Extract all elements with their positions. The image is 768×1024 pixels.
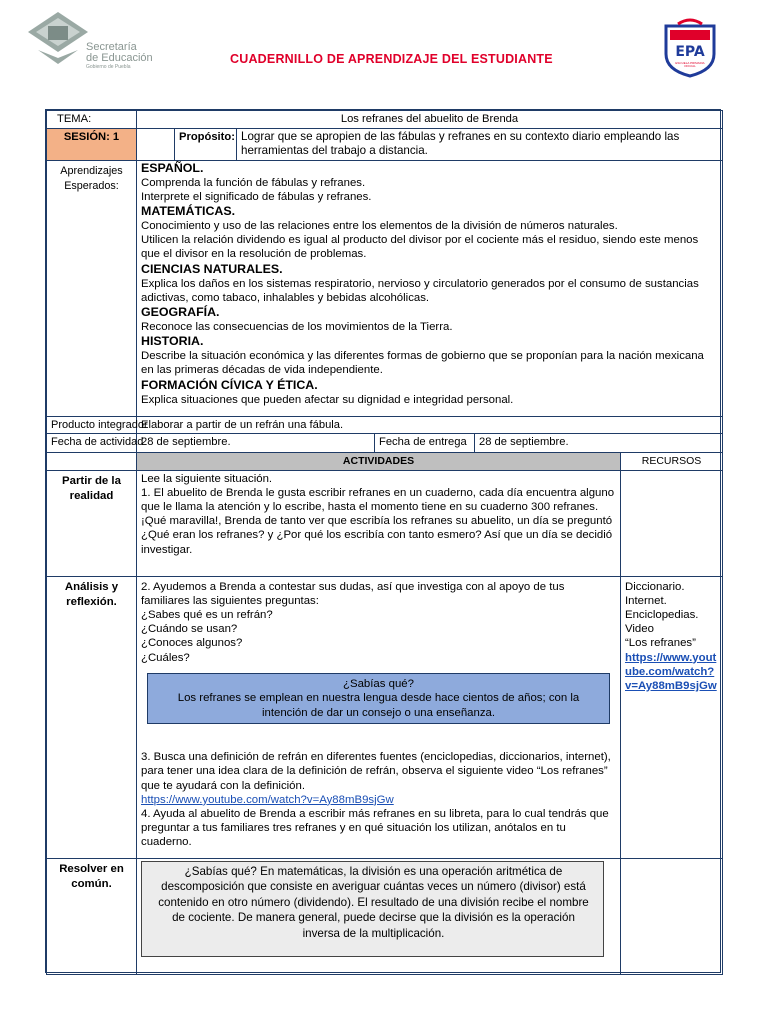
page-header (0, 0, 768, 100)
school-shield-logo (660, 18, 720, 78)
tema-row (47, 111, 723, 129)
resolver-label: Resolver en común. (47, 858, 137, 974)
lesson-table (46, 110, 723, 975)
actividades-header: ACTIVIDADES (137, 453, 621, 471)
step3-text: 3. Busca una definición de refrán en diferentes fuentes (enciclopedias, diccionarios, internet), para tener una idea clara de la definición de refrán, observa el siguiente video “Los refranes” que te ayudará con la definición. (141, 751, 611, 792)
analisis-line: 2. Ayudemos a Brenda a contestar sus dudas, así que investiga con al apoyo de tus familiares las siguientes preguntas: (141, 580, 565, 607)
fechas-row (47, 434, 723, 453)
producto-label: Producto integrador (47, 416, 137, 434)
aprendizajes-label-line2: Esperados: (64, 179, 119, 192)
aprendizaje-line: Describe la situación económica y las diferentes formas de gobierno que se proponían para la nación mexicana en las primeras décadas de vida independiente. (141, 350, 704, 377)
lesson-sheet (45, 109, 721, 973)
fecha-entrega-label: Fecha de entrega (375, 434, 475, 453)
logo-text-line1: Secretaría (86, 41, 137, 53)
proposito-label: Propósito: (175, 128, 237, 160)
subject-ciencias: CIENCIAS NATURALES. (141, 261, 283, 276)
fecha-actividad-label: Fecha de actividad (47, 434, 137, 453)
logo-text-line2: de Educación (86, 52, 153, 64)
proposito-text: Lograr que se apropien de las fábulas y refranes en su contexto diario empleando las herramientas del trabajo a distancia. (241, 129, 680, 157)
analisis-line: ¿Conoces algunos? (141, 637, 243, 650)
partir-row (47, 470, 723, 576)
aprendizaje-line: Explica los daños en los sistemas respiratorio, nervioso y circulatorio generados por el consumo de sustancias adictivas, como tabaco, inhalables y bebidas alcohólicas. (141, 277, 699, 304)
school-shield-text: ESCUELA PRIMARIA OFICIAL (675, 61, 705, 68)
partir-label: Partir de la realidad (47, 470, 137, 576)
tema-value: Los refranes del abuelito de Brenda (137, 111, 723, 129)
aprendizaje-line: Interprete el significado de fábulas y refranes. (141, 190, 372, 203)
aprendizajes-row (47, 160, 723, 416)
analisis-line: ¿Cuáles? (141, 651, 190, 664)
subject-historia: HISTORIA. (141, 334, 204, 349)
recursos-content (621, 576, 723, 858)
resolver-content (137, 858, 621, 974)
aprendizaje-line: Reconoce las consecuencias de los movimientos de la Tierra. (141, 320, 453, 333)
sabias-que-title: ¿Sabías qué? (343, 677, 414, 690)
recurso-item: Enciclopedias. (625, 608, 699, 621)
school-shield-icon (660, 18, 720, 78)
recurso-item: Internet. (625, 594, 667, 607)
sabias-que-text: Los refranes se emplean en nuestra lengua desde hace cientos de años; con la intención de dar un consejo o una enseñanza. (177, 692, 580, 719)
step3-video-link[interactable]: https://www.youtube.com/watch?v=Ay88mB9sjGw (141, 793, 394, 806)
logo-text-line3: Gobierno de Puebla (86, 64, 131, 70)
recursos-video-link[interactable]: https://www.youtube.com/watch?v=Ay88mB9sjGw (625, 651, 717, 692)
aprendizaje-line: Conocimiento y uso de las relaciones entre los elementos de la división de números naturales. (141, 219, 618, 232)
document-title: CUADERNILLO DE APRENDIZAJE DEL ESTUDIANTE (230, 52, 553, 66)
sesion-row (47, 128, 723, 160)
aprendizajes-content (137, 160, 723, 416)
recurso-item: “Los refranes” (625, 637, 696, 650)
secretaria-logo (18, 10, 178, 72)
analisis-line: ¿Sabes qué es un refrán? (141, 608, 273, 621)
analisis-content (137, 576, 621, 858)
analisis-line: ¿Cuándo se usan? (141, 623, 238, 636)
sabias-que-box (147, 673, 610, 725)
aprendizaje-line: Explica situaciones que pueden afectar su dignidad e integridad personal. (141, 393, 514, 406)
analisis-label: Análisis y reflexión. (47, 576, 137, 858)
fecha-actividad-value: 28 de septiembre. (137, 434, 375, 453)
subject-espanol: ESPAÑOL. (141, 160, 204, 175)
fecha-entrega-value: 28 de septiembre. (475, 434, 723, 453)
recursos-header: RECURSOS (621, 453, 723, 471)
aprendizaje-line: Comprenda la función de fábulas y refranes. (141, 176, 366, 189)
subject-matematicas: MATEMÁTICAS. (141, 203, 236, 218)
resolver-info-box: ¿Sabías qué? En matemáticas, la división es una operación aritmética de descomposición que consiste en averiguar cuántas veces un número (divisor) está contenido en otro número (dividendo). El resultado de una división recibe el nombre de cociente. De manera general, puede decirse que la división es la operación inversa de la multiplicación. (141, 861, 604, 957)
tema-label: TEMA: (47, 111, 137, 129)
partir-line: Lee la siguiente situación. (141, 472, 273, 485)
partir-content (137, 470, 621, 576)
sesion-label: SESIÓN: 1 (47, 128, 137, 160)
recurso-item: Diccionario. (625, 580, 685, 593)
resolver-row (47, 858, 723, 974)
producto-row (47, 416, 723, 434)
aprendizajes-label-line1: Aprendizajes (60, 164, 123, 177)
subject-geografia: GEOGRAFÍA. (141, 304, 220, 319)
aprendizajes-label (47, 160, 137, 416)
recurso-item: Video (625, 623, 654, 636)
producto-value: Elaborar a partir de un refrán una fábula. (137, 416, 723, 434)
svg-text:EPA: EPA (675, 44, 705, 60)
subject-civica: FORMACIÓN CÍVICA Y ÉTICA. (141, 377, 318, 392)
proposito-value (237, 128, 723, 160)
aprendizaje-line: Utilicen la relación dividendo es igual al producto del divisor por el cociente más el residuo, siendo este menos que el divisor en la resolución de problemas. (141, 234, 699, 261)
analisis-row (47, 576, 723, 858)
step4-text: 4. Ayuda al abuelito de Brenda a escribir más refranes en su libreta, para lo cual tendrás que preguntar a tus familiares tres refranes y en qué situación los utilizan, anótalos en tu cuaderno. (141, 808, 609, 849)
actividades-header-row (47, 453, 723, 471)
partir-line: 1. El abuelito de Brenda le gusta escribir refranes en un cuaderno, cada día encuentra alguno que le llama la atención y lo escribe, hasta el momento tiene en su cuaderno 300 refranes. ¡Qué maravilla!, Brenda de tanto ver que escribía los refranes su abuelito, un día se preguntó ¿Qué eran los refranes? y ¿Por qué los escribía con tanto esmero? Así que un día se decidió investigar. (141, 486, 615, 556)
